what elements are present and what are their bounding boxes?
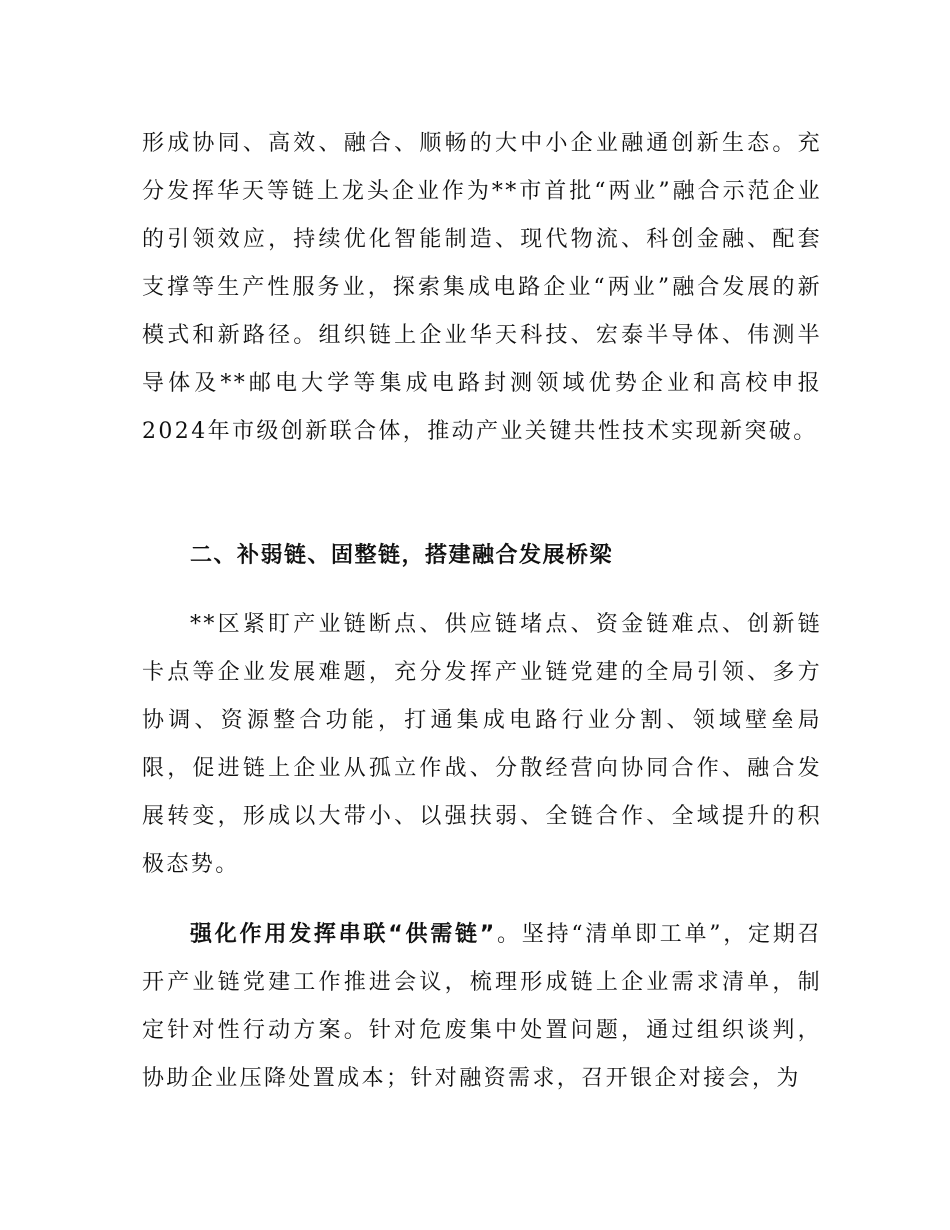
section-heading: 二、补弱链、固整链，搭建融合发展桥梁 <box>190 543 614 568</box>
paragraph-3-bold-lead: 强化作用发挥串联“供需链” <box>190 922 497 947</box>
body-paragraph-2: **区紧盯产业链断点、供应链堵点、资金链难点、创新链卡点等企业发展难题，充分发挥产业链党建的全局引领、多方协调、资源整合功能，打通集成电路行业分割、领域壁垒局限，促进链上企业从孤立作战、分散经营向协同合作、融合发展转变，形成以大带小、以强扶弱、全链合作、全域提升的积极态势。 <box>142 612 822 877</box>
body-paragraph-3 <box>142 911 822 1103</box>
paragraph-3-body: 。坚持“清单即工单”，定期召开产业链党建工作推进会议，梳理形成链上企业需求清单，制定针对性行动方案。针对危废集中处置问题，通过组织谈判，协助企业压降处置成本；针对融资需求，召开银企对接会，为 <box>142 922 822 1091</box>
body-paragraph-1: 形成协同、高效、融合、顺畅的大中小企业融通创新生态。充分发挥华天等链上龙头企业作为**市首批“两业”融合示范企业的引领效应，持续优化智能制造、现代物流、科创金融、配套支撑等生产性服务业，探索集成电路企业“两业”融合发展的新模式和新路径。组织链上企业华天科技、宏泰半导体、伟测半导体及**邮电大学等集成电路封测领域优势企业和高校申报2024年市级创新联合体，推动产业关键共性技术实现新突破。 <box>142 131 822 444</box>
